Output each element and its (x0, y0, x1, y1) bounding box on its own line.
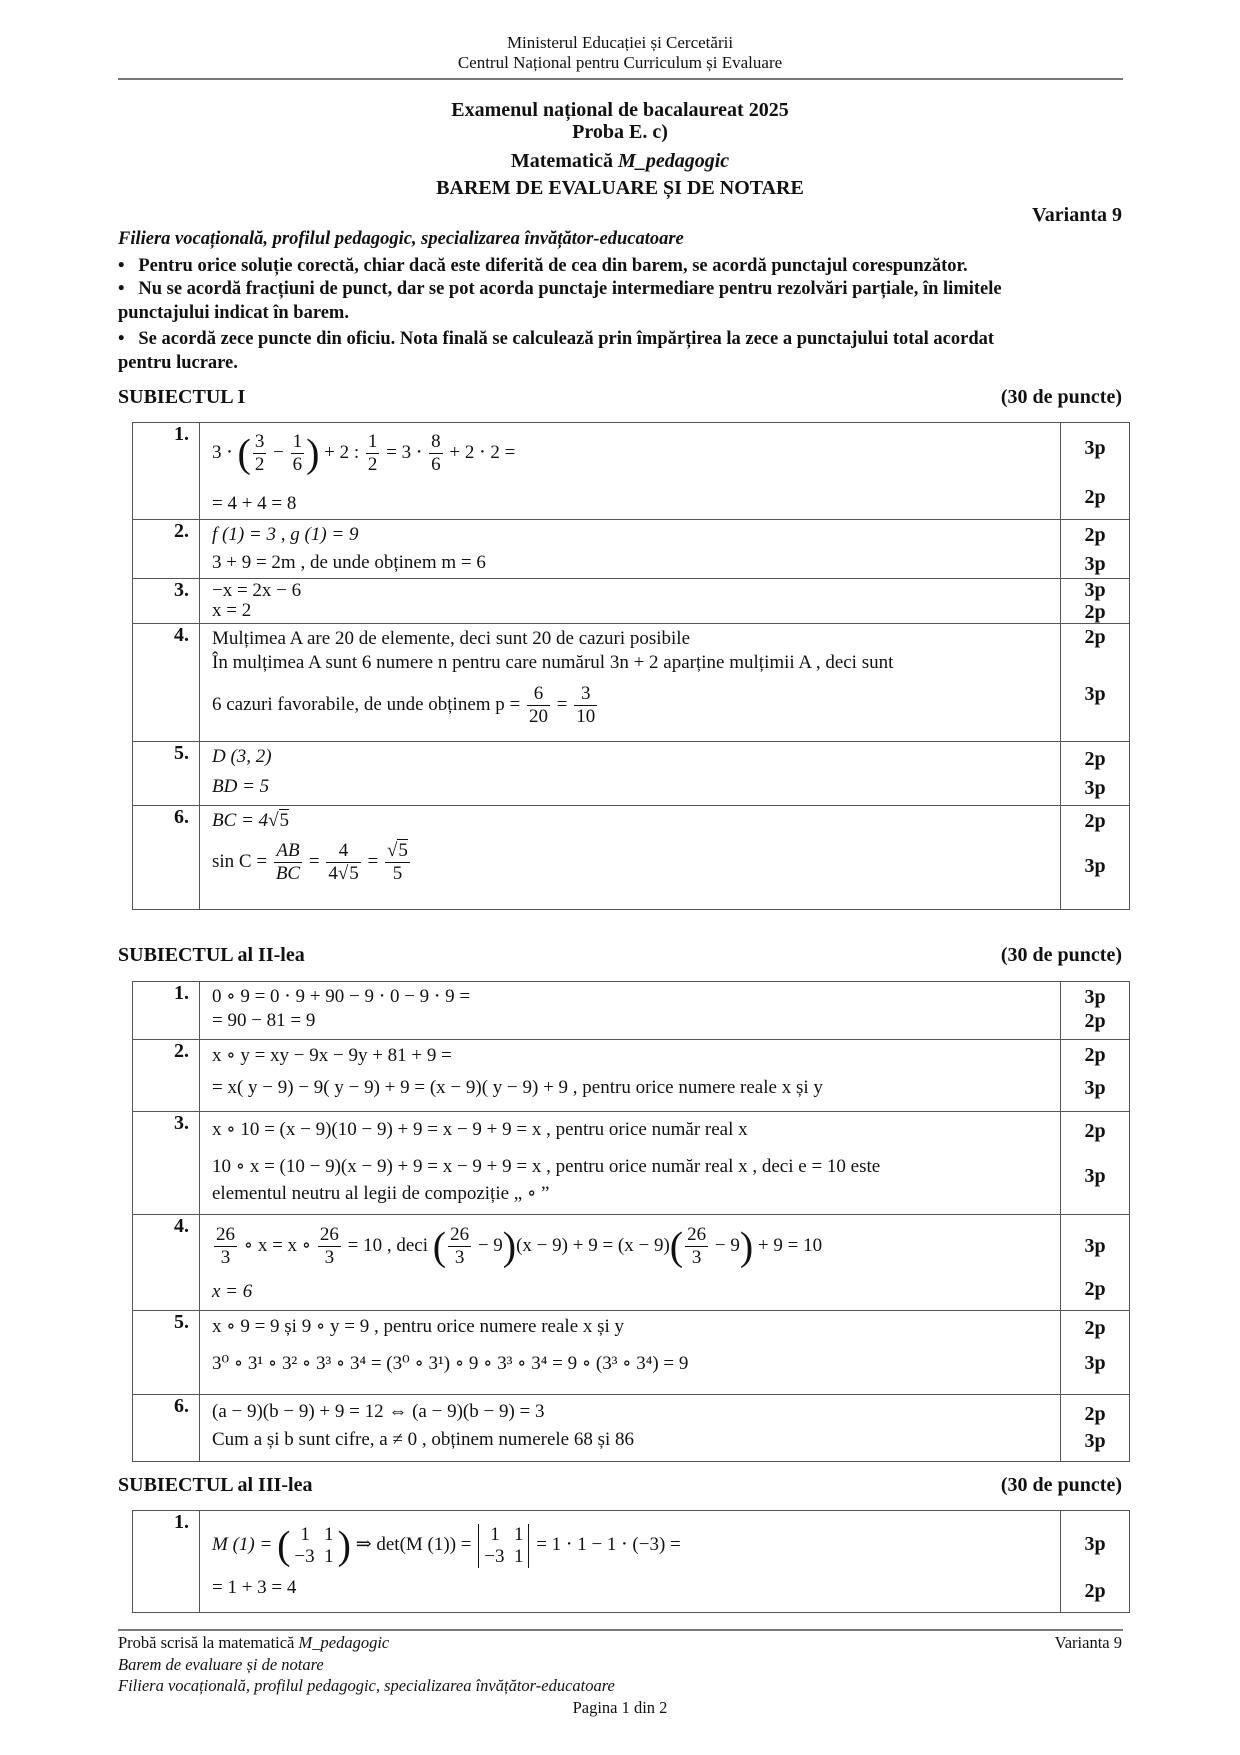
table-row (133, 1215, 1130, 1311)
solution-line: −x = 2x − 6 (212, 580, 302, 601)
subject-title (0, 150, 1240, 172)
solution-line: Cum a și b sunt cifre, a ≠ 0 , obținem numerele 68 și 86 (212, 1429, 635, 1450)
matrix-row (292, 1524, 335, 1546)
points-value: 3p (1084, 683, 1106, 705)
item-number: 1. (133, 423, 200, 520)
denominator: 6 (292, 454, 303, 476)
section-1-points: (30 de puncte) (1000, 386, 1122, 408)
subject-prefix: Matematică (510, 150, 619, 172)
numerator: 26 (687, 1224, 707, 1246)
footer-divider (118, 1629, 1123, 1631)
solution-line: 3⁰ ∘ 3¹ ∘ 3² ∘ 3³ ∘ 3⁴ = (3⁰ ∘ 3¹) ∘ 9 ∘ 3³ ∘ 3⁴ = 9 ∘ (3³ ∘ 3⁴) = 9 (212, 1353, 689, 1374)
bullet: • (118, 279, 125, 299)
numerator: AB (274, 840, 302, 863)
points-value: 2p (1084, 524, 1106, 546)
fraction (527, 683, 550, 728)
page-number: Pagina 1 din 2 (572, 1698, 668, 1717)
denominator: 3 (220, 1247, 231, 1269)
math-text: = 1 ⋅ 1 − 1 ⋅ (−3) = (531, 1534, 681, 1555)
matrix-cell: 1 (513, 1545, 524, 1567)
exam-subtitle: Proba E. c) (572, 121, 668, 143)
math-text: (x − 9) + 9 = (x − 9) (516, 1235, 670, 1256)
table-row (133, 806, 1130, 910)
filiera-text: Filiera vocațională, profilul pedagogic, specializarea învățător-educatoare (118, 229, 684, 249)
item-points (1061, 520, 1130, 579)
math-text: ∘ x = x ∘ (239, 1235, 316, 1256)
denominator: BC (275, 863, 301, 885)
item-solution (200, 624, 1061, 742)
solution-line (200, 1217, 1060, 1275)
table-row (133, 423, 1130, 520)
item-solution (200, 1215, 1061, 1311)
section-1-title: SUBIECTUL I (118, 386, 246, 408)
variant-label: Varianta 9 (1032, 204, 1122, 226)
matrix-cell: 1 (324, 1523, 334, 1545)
numerator: 1 (367, 431, 378, 453)
item-solution (200, 806, 1061, 910)
solution-line: BC = 4√5 (212, 810, 290, 831)
fraction (448, 1224, 471, 1269)
item-points (1061, 624, 1130, 742)
section-3-title: SUBIECTUL al III-lea (118, 1474, 313, 1496)
math-text: − 9 (473, 1235, 503, 1256)
item-points (1061, 1395, 1130, 1462)
item-points (1061, 423, 1130, 520)
paren-open: ( (669, 1223, 684, 1269)
matrix (292, 1524, 335, 1568)
section-2-points: (30 de puncte) (1000, 944, 1122, 966)
footer-line-3: Filiera vocațională, profilul pedagogic, specializarea învățător-educatoare (118, 1676, 615, 1695)
footer-text-italic: M_pedagogic (298, 1633, 390, 1652)
points-value: 2p (1084, 1403, 1106, 1425)
points-value: 3p (1084, 1077, 1106, 1099)
solution-line: 0 ∘ 9 = 0 ⋅ 9 + 90 − 9 ⋅ 0 − 9 ⋅ 9 = (212, 986, 471, 1007)
solution-line: x = 2 (212, 600, 252, 621)
numerator: √5 (386, 840, 408, 862)
math-text: 4 (328, 863, 338, 885)
footer-line-2: Barem de evaluare și de notare (118, 1655, 324, 1674)
math-text: = (304, 851, 325, 872)
fraction (318, 1224, 341, 1269)
item-number: 1. (133, 1511, 200, 1613)
fraction (429, 431, 443, 476)
points-value: 2p (1084, 1120, 1106, 1142)
math-text: = (362, 851, 383, 872)
points-value: 2p (1084, 486, 1106, 508)
solution-line: f (1) = 3 , g (1) = 9 (212, 524, 359, 545)
points-value: 3p (1084, 1235, 1106, 1257)
points-value: 3p (1084, 553, 1106, 575)
item-number: 1. (133, 982, 200, 1040)
numerator: 3 (254, 431, 265, 453)
item-points (1061, 1511, 1130, 1613)
points-value: 2p (1084, 1010, 1106, 1032)
math-text: sin C = (212, 851, 272, 872)
paren-open: ( (432, 1223, 447, 1269)
fraction (326, 840, 360, 885)
numerator: 26 (450, 1224, 470, 1246)
item-solution (200, 1112, 1061, 1215)
footer-line-1 (118, 1632, 389, 1654)
matrix-cell: 1 (324, 1545, 334, 1567)
section-3-points: (30 de puncte) (1000, 1474, 1122, 1496)
points-value: 2p (1084, 1044, 1106, 1066)
bullet: • (118, 256, 125, 276)
item-number: 4. (133, 1215, 200, 1311)
solution-line: 3 + 9 = 2m , de unde obținem m = 6 (212, 552, 486, 573)
table-row (133, 1040, 1130, 1112)
table-row (133, 520, 1130, 579)
section-2-table (132, 981, 1130, 1462)
paren-close: ) (337, 1522, 351, 1568)
ministry-name: Ministerul Educației și Cercetării (506, 33, 734, 52)
center-name: Centrul Național pentru Curriculum și Evaluare (457, 53, 783, 72)
solution-line: x ∘ y = xy − 9x − 9y + 81 + 9 = (212, 1045, 452, 1066)
rule-3-text: Se acordă zece puncte din oficiu. Nota finală se calculează prin împărțirea la zece a punctajului total acordat (138, 329, 995, 349)
item-solution (200, 1040, 1061, 1112)
math-text: + 9 = 10 (753, 1235, 823, 1256)
rule-3-cont: pentru lucrare. (118, 353, 238, 373)
solution-line: = x( y − 9) − 9( y − 9) + 9 = (x − 9)( y − 9) + 9 , pentru orice numere reale x și y (212, 1077, 823, 1098)
item-points (1061, 742, 1130, 806)
footer-text: Probă scrisă la matematică (118, 1633, 299, 1652)
matrix-row (292, 1546, 335, 1568)
rule-3 (118, 328, 1123, 350)
denominator: 3 (691, 1247, 702, 1269)
item-points (1061, 1112, 1130, 1215)
points-value: 2p (1084, 810, 1106, 832)
item-solution (200, 1311, 1061, 1395)
solution-line (200, 1517, 1060, 1573)
math-text: BC = 4 (212, 810, 269, 831)
fraction (574, 683, 597, 728)
item-points (1061, 982, 1130, 1040)
denominator: 2 (367, 454, 378, 476)
table-row (133, 742, 1130, 806)
denominator: 3 (454, 1247, 465, 1269)
item-number: 4. (133, 624, 200, 742)
solution-line: = 4 + 4 = 8 (212, 493, 297, 514)
matrix-row (482, 1546, 525, 1568)
fraction (366, 431, 380, 476)
matrix-row (482, 1524, 525, 1546)
points-value: 2p (1084, 1278, 1106, 1300)
item-number: 5. (133, 742, 200, 806)
math-text: 6 cazuri favorabile, de unde obținem p = (212, 694, 526, 715)
solution-line: În mulțimea A sunt 6 numere n pentru care numărul 3n + 2 aparține mulțimii A , deci sunt (212, 652, 894, 673)
points-value: 2p (1084, 1580, 1106, 1602)
matrix-cell: 1 (300, 1523, 310, 1545)
numerator: 26 (319, 1224, 339, 1246)
solution-line: elementul neutru al legii de compoziție „ ∘ ” (212, 1183, 550, 1204)
matrix-cell: 1 (513, 1523, 524, 1545)
paren-close: ) (306, 430, 320, 476)
solution-line: = 90 − 81 = 9 (212, 1010, 316, 1031)
math-text: ⇒ det(M (1)) = (350, 1534, 477, 1555)
points-value: 2p (1084, 1317, 1106, 1339)
item-solution (200, 742, 1061, 806)
item-points (1061, 579, 1130, 624)
matrix-cell: 1 (490, 1523, 500, 1545)
denominator: 6 (431, 454, 441, 476)
solution-line: Mulțimea A are 20 de elemente, deci sunt 20 de cazuri posibile (212, 628, 691, 649)
points-value: 3p (1084, 1430, 1106, 1452)
item-solution (200, 1395, 1061, 1462)
paren-close: ) (739, 1223, 754, 1269)
points-value: 3p (1084, 1352, 1106, 1374)
item-number: 6. (133, 1395, 200, 1462)
item-solution (200, 1511, 1061, 1613)
item-number: 2. (133, 1040, 200, 1112)
math-text: = (552, 694, 573, 715)
sqrt-value: 5 (279, 810, 290, 831)
points-value: 3p (1084, 579, 1106, 601)
solution-line: D (3, 2) (212, 746, 272, 767)
item-points (1061, 1215, 1130, 1311)
item-solution (200, 520, 1061, 579)
table-row (133, 1112, 1130, 1215)
header-divider (118, 78, 1123, 80)
fraction (685, 1224, 708, 1269)
item-number: 2. (133, 520, 200, 579)
table-row (133, 1311, 1130, 1395)
table-row (133, 1395, 1130, 1462)
points-value: 2p (1084, 748, 1106, 770)
fraction (214, 1224, 237, 1269)
matrix-cell: −3 (484, 1545, 505, 1567)
exam-title: Examenul național de bacalaureat 2025 (451, 99, 789, 121)
numerator: 6 (527, 683, 550, 706)
solution-line: 10 ∘ x = (10 − 9)(x − 9) + 9 = x − 9 + 9 = x , pentru orice număr real x , deci e = 10 este (212, 1156, 881, 1177)
math-text: + 2 ⋅ 2 = (444, 442, 516, 463)
subject-variant: M_pedagogic (618, 150, 730, 172)
matrix-cell: −3 (294, 1545, 315, 1567)
item-solution (200, 579, 1061, 624)
paren-open: ( (237, 430, 251, 476)
denominator: 4√5 (328, 863, 359, 885)
math-text: 3 ⋅ (212, 442, 238, 463)
denominator: 2 (254, 454, 265, 476)
denominator: 20 (529, 706, 549, 728)
determinant (478, 1524, 529, 1568)
points-value: 3p (1084, 855, 1106, 877)
math-text: − 9 (710, 1235, 740, 1256)
sqrt-value: 5 (349, 863, 359, 885)
item-points (1061, 1040, 1130, 1112)
math-text: M (1) = (212, 1534, 278, 1555)
item-number: 3. (133, 1112, 200, 1215)
math-text: = 3 ⋅ (381, 442, 428, 463)
table-row (133, 579, 1130, 624)
table-row (133, 624, 1130, 742)
solution-line: x = 6 (212, 1281, 253, 1302)
solution-line: (a − 9)(b − 9) + 9 = 12 ⇔ (a − 9)(b − 9) = 3 (212, 1401, 545, 1422)
points-value: 3p (1084, 986, 1106, 1008)
section-1-table (132, 422, 1130, 910)
rule-1-text: Pentru orice soluție corectă, chiar dacă este diferită de cea din barem, se acordă punctajul corespunzător. (138, 256, 968, 276)
solution-line: = 1 + 3 = 4 (212, 1577, 297, 1598)
section-2-title: SUBIECTUL al II-lea (118, 944, 305, 966)
item-solution (200, 423, 1061, 520)
item-number: 3. (133, 579, 200, 624)
denominator: 5 (392, 863, 403, 885)
fraction (253, 431, 267, 476)
barem-title: BAREM DE EVALUARE ȘI DE NOTARE (436, 177, 804, 199)
solution-line (200, 425, 1060, 481)
points-value: 2p (1084, 601, 1106, 623)
rule-2 (118, 278, 1123, 300)
solution-line (200, 834, 1060, 890)
sqrt-value: 5 (398, 840, 408, 862)
item-number: 5. (133, 1311, 200, 1395)
rule-2-cont: punctajului indicat în barem. (118, 303, 349, 323)
numerator: 1 (292, 431, 303, 453)
bullet: • (118, 329, 125, 349)
fraction (385, 840, 410, 885)
solution-line (200, 676, 1060, 734)
fraction (291, 431, 305, 476)
table-row (133, 1511, 1130, 1613)
solution-line: x ∘ 10 = (x − 9)(10 − 9) + 9 = x − 9 + 9 = x , pentru orice număr real x (212, 1119, 748, 1140)
paren-close: ) (502, 1223, 517, 1269)
fraction (274, 840, 302, 885)
item-points (1061, 1311, 1130, 1395)
solution-line: BD = 5 (212, 776, 270, 797)
denominator: 3 (324, 1247, 335, 1269)
paren-open: ( (277, 1522, 291, 1568)
section-3-table (132, 1510, 1130, 1613)
table-row (133, 982, 1130, 1040)
math-text: = 10 , deci (342, 1235, 433, 1256)
points-value: 2p (1084, 626, 1106, 648)
rule-1 (118, 255, 1123, 277)
rule-2-text: Nu se acordă fracțiuni de punct, dar se pot acorda punctaje intermediare pentru rezolvări parțiale, în limitele (138, 279, 1002, 299)
item-number: 6. (133, 806, 200, 910)
item-points (1061, 806, 1130, 910)
numerator: 3 (574, 683, 597, 706)
points-value: 3p (1084, 1533, 1106, 1555)
solution-line: x ∘ 9 = 9 și 9 ∘ y = 9 , pentru orice numere reale x și y (212, 1316, 625, 1337)
numerator: 26 (216, 1224, 235, 1246)
points-value: 3p (1084, 1165, 1106, 1187)
points-value: 3p (1084, 777, 1106, 799)
denominator: 10 (576, 706, 596, 728)
math-text: + 2 : (319, 442, 364, 463)
numerator: 4 (326, 840, 360, 863)
item-solution (200, 982, 1061, 1040)
footer-variant: Varianta 9 (1054, 1633, 1122, 1652)
points-value: 3p (1084, 437, 1106, 459)
math-text: − (268, 442, 289, 463)
numerator: 8 (431, 431, 441, 453)
